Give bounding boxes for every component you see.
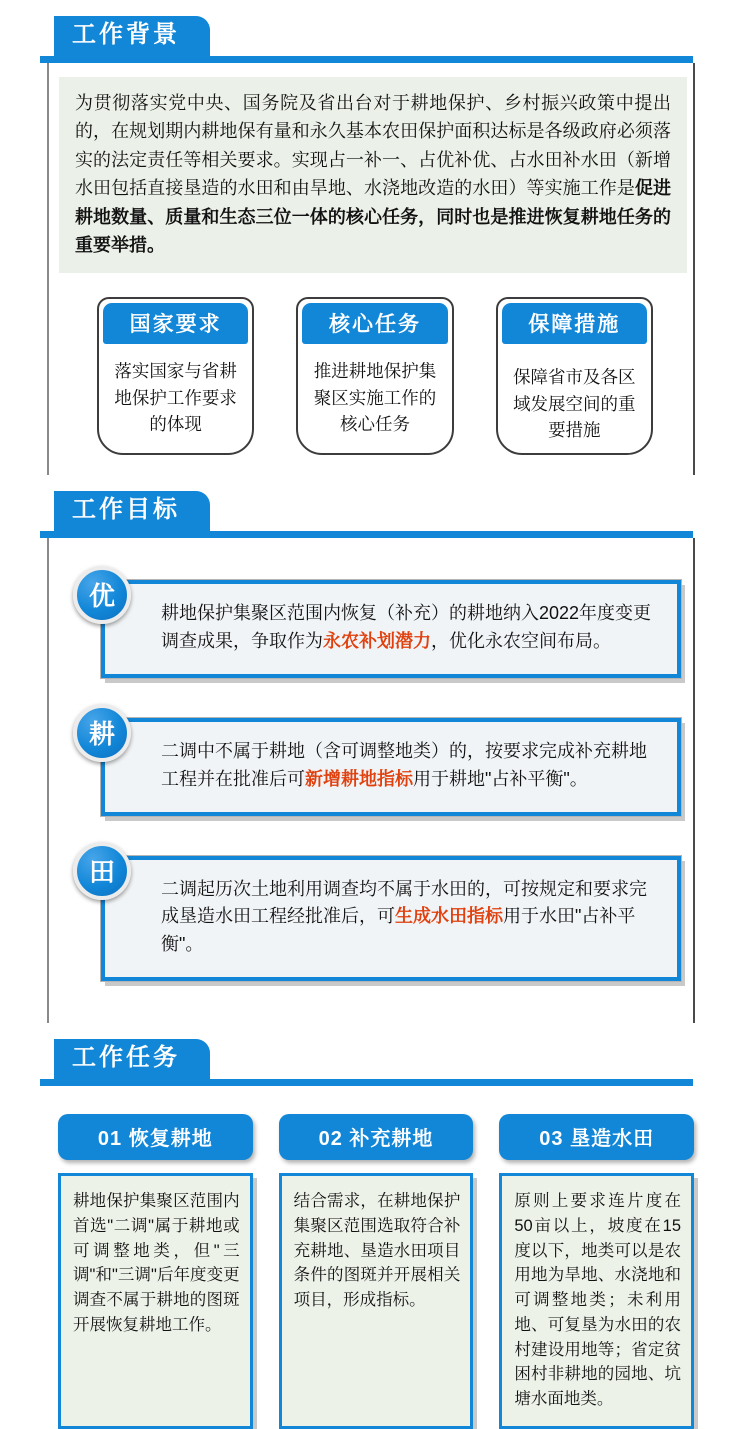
task-title: 02 补充耕地	[279, 1114, 474, 1160]
goal-item-geng	[73, 718, 681, 816]
section-goals-header	[40, 475, 693, 538]
goal-text: 二调起历次土地利用调查均不属于水田的，可按规定和要求完成垦造水田工程经批准后，可生成水田指标用于水田"占补平衡"。	[101, 856, 681, 982]
section-underline	[40, 531, 693, 538]
goal-item-tian	[73, 856, 681, 982]
task-card-supplement-farmland	[279, 1114, 474, 1429]
goal-badge-geng: 耕	[73, 704, 131, 762]
section-underline	[40, 1079, 693, 1086]
card-body: 推进耕地保护集聚区实施工作的核心任务	[313, 361, 437, 434]
card-body: 保障省市及各区域发展空间的重要措施	[513, 367, 636, 440]
card-title: 国家要求	[103, 303, 248, 344]
section-title-goals: 工作目标	[54, 491, 210, 531]
goal-item-you	[73, 580, 681, 678]
section-tasks-header	[40, 1023, 693, 1086]
section-title-tasks: 工作任务	[54, 1039, 210, 1079]
task-body: 原则上要求连片度在50亩以上，坡度在15度以下，地类可以是农用地为旱地、水浇地和可调整地类；未利用地、可复垦为水田的农村建设用地等；省定贫困村非耕地的园地、坑塘水面地类。	[499, 1173, 694, 1429]
task-card-restore-farmland	[58, 1114, 253, 1429]
task-title: 01 恢复耕地	[58, 1114, 253, 1160]
goal-text: 耕地保护集聚区范围内恢复（补充）的耕地纳入2022年度变更调查成果，争取作为永农补划潜力，优化永农空间布局。	[101, 580, 681, 678]
card-title: 保障措施	[502, 303, 647, 344]
card-core-task	[296, 297, 453, 455]
section-background-header	[40, 0, 693, 63]
card-title: 核心任务	[302, 303, 447, 344]
task-body: 耕地保护集聚区范围内首选"二调"属于耕地或可调整地类，但"三调"和"三调"后年度变更调查不属于耕地的图斑开展恢复耕地工作。	[58, 1173, 253, 1429]
section-background-content	[47, 63, 695, 475]
goal-badge-tian: 田	[73, 842, 131, 900]
section-underline	[40, 56, 693, 63]
tasks-row	[58, 1114, 694, 1429]
card-safeguard-measures	[496, 297, 653, 455]
section-title-background: 工作背景	[54, 16, 210, 56]
background-paragraph: 为贯彻落实党中央、国务院及省出台对于耕地保护、乡村振兴政策中提出的，在规划期内耕地保有量和永久基本农田保护面积达标是各级政府必须落实的法定责任等相关要求。实现占一补一、占优补优、占水田补水田（新增水田包括直接垦造的水田和由旱地、水浇地改造的水田）等实施工作是促进耕地数量、质量和生态三位一体的核心任务，同时也是推进恢复耕地任务的重要举措。	[59, 77, 687, 274]
background-cards-row	[97, 297, 653, 455]
section-goals-content	[47, 538, 695, 1023]
task-title: 03 垦造水田	[499, 1114, 694, 1160]
card-body: 落实国家与省耕地保护工作要求的体现	[114, 361, 237, 434]
card-national-requirements	[97, 297, 254, 455]
goal-badge-you: 优	[73, 566, 131, 624]
task-card-reclaim-paddy	[499, 1114, 694, 1429]
goal-text: 二调中不属于耕地（含可调整地类）的，按要求完成补充耕地工程并在批准后可新增耕地指标用于耕地"占补平衡"。	[101, 718, 681, 816]
task-body: 结合需求，在耕地保护集聚区范围选取符合补充耕地、垦造水田项目条件的图斑并开展相关项目，形成指标。	[279, 1173, 474, 1429]
